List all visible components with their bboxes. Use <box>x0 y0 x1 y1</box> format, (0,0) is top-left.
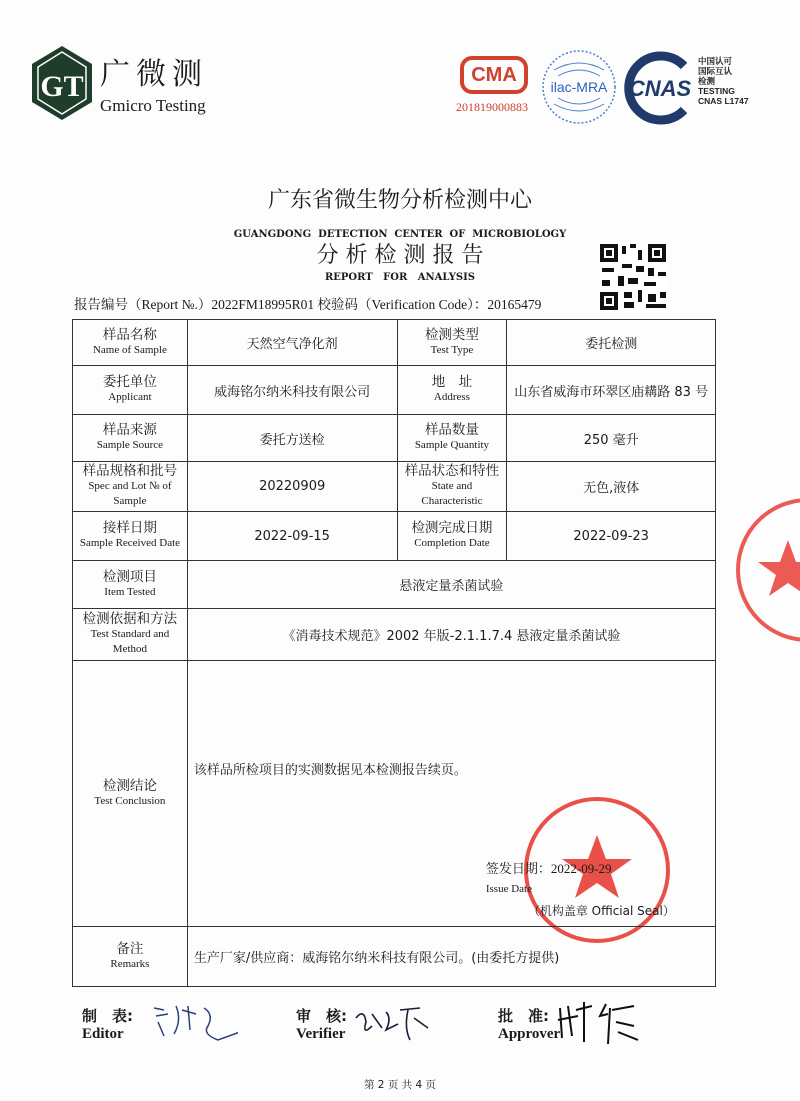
label-en: Item Tested <box>104 585 156 598</box>
official-seal-note: （机构盖章 Official Seal） <box>527 904 675 918</box>
logo-name-en: Gmicro Testing <box>100 96 206 115</box>
cma-logo-mark: CMA <box>460 56 528 94</box>
cnas-line: 检测 <box>698 76 716 86</box>
label-cn: 检测类型 <box>424 326 479 343</box>
partial-seal-icon <box>728 490 800 650</box>
field-value: 2022-09-15 <box>187 512 397 561</box>
verifier-signature-block <box>296 1005 347 1043</box>
label-cn: 备注 <box>116 940 144 957</box>
label-cn: 检测完成日期 <box>411 520 493 536</box>
page-number: 第 2 页 共 4 页 <box>363 1079 437 1091</box>
svg-text:GT: GT <box>40 70 84 103</box>
label-cn: 样品规格和批号 <box>82 463 178 479</box>
cma-number: 201819000883 <box>456 100 528 114</box>
editor-signature-block <box>82 1005 133 1043</box>
verifier-label-en: Verifier <box>296 1026 346 1042</box>
label-cn: 样品数量 <box>424 422 479 438</box>
field-value: 250 毫升 <box>507 415 716 462</box>
report-title-en: REPORT FOR ANALYSIS <box>324 272 476 283</box>
ilac-mra-logo-icon <box>540 48 618 126</box>
label-cn: 检测依据和方法 <box>82 611 178 627</box>
report-number-line: 报告编号（Report №.）2022FM18995R01 校验码（Verification Code）：20165479 <box>74 297 542 312</box>
field-value: 威海铭尔纳米科技有限公司 <box>187 366 397 415</box>
org-title-cn: 广东省微生物分析检测中心 <box>267 188 532 213</box>
conclusion-value: 该样品所检项目的实测数据见本检测报告续页。 <box>193 763 467 778</box>
editor-label-cn: 制 表: <box>82 1007 133 1025</box>
label-en: Sample Source <box>96 439 164 451</box>
remarks-value: 生产厂家/供应商：威海铭尔纳米科技有限公司。(由委托方提供) <box>187 927 715 987</box>
logo-name-cn: 广微测 <box>100 57 208 92</box>
label-en: Address <box>433 391 470 403</box>
svg-text:CNAS: CNAS <box>628 76 692 101</box>
label-en: Test Type <box>430 343 474 356</box>
table-row-standard <box>73 609 716 661</box>
issue-date-label: 签发日期： <box>485 862 551 877</box>
report-info-table <box>72 319 716 987</box>
label-cn: 委托单位 <box>102 374 157 390</box>
issue-date-label-en: Issue Date <box>485 883 532 895</box>
label-en: Test Standard and Method <box>90 628 170 655</box>
gmicro-logo-icon <box>30 44 94 122</box>
table-row <box>73 366 716 415</box>
cnas-line: 国际互认 <box>698 66 733 76</box>
label-cn: 接样日期 <box>102 520 157 536</box>
cnas-line: TESTING <box>698 86 735 96</box>
label-en: Test Conclusion <box>94 794 166 807</box>
field-value: 天然空气净化剂 <box>187 320 397 366</box>
table-row-conclusion <box>73 661 716 927</box>
label-en: Name of Sample <box>92 343 167 356</box>
label-en: Completion Date <box>414 537 490 549</box>
table-row-item-tested <box>73 561 716 609</box>
cnas-side-text <box>698 56 749 106</box>
editor-signature-icon <box>148 1000 238 1044</box>
svg-text:ilac-MRA: ilac-MRA <box>550 79 608 95</box>
label-en: State and Characteristic <box>421 480 483 507</box>
table-row <box>73 320 716 366</box>
label-cn: 样品状态和特性 <box>404 463 500 479</box>
label-en: Applicant <box>108 391 152 403</box>
approver-signature-block <box>498 1005 560 1043</box>
label-cn: 样品来源 <box>102 422 157 438</box>
label-en: Remarks <box>110 957 150 970</box>
label-cn: 检测结论 <box>102 777 157 794</box>
field-value: 无色,液体 <box>507 462 716 512</box>
approver-label-en: Approver <box>498 1026 561 1042</box>
label-en: Sample Quantity <box>414 439 490 451</box>
standard-value: 《消毒技术规范》2002 年版-2.1.1.7.4 悬液定量杀菌试验 <box>187 609 715 661</box>
approver-signature-icon <box>556 998 646 1046</box>
issue-date-value: 2022-09-29 <box>550 861 612 876</box>
field-value: 2022-09-23 <box>507 512 716 561</box>
item-tested-value: 悬液定量杀菌试验 <box>187 561 715 609</box>
table-row <box>73 512 716 561</box>
field-value: 20220909 <box>187 462 397 512</box>
field-value: 山东省威海市环翠区庙耩路 83 号 <box>507 366 716 415</box>
field-value: 委托方送检 <box>187 415 397 462</box>
label-en: Spec and Lot № of Sample <box>88 480 172 507</box>
table-row-remarks <box>73 927 716 987</box>
table-row <box>73 415 716 462</box>
editor-label-en: Editor <box>82 1026 124 1042</box>
label-cn: 样品名称 <box>102 326 157 343</box>
label-cn: 地 址 <box>431 374 473 390</box>
cnas-line: CNAS L1747 <box>698 96 749 106</box>
report-title-cn: 分 析 检 测 报 告 <box>316 243 484 268</box>
approver-label-cn: 批 准: <box>498 1007 549 1025</box>
verifier-signature-icon <box>352 1004 434 1044</box>
table-row <box>73 462 716 512</box>
cnas-logo-icon <box>622 48 696 128</box>
org-title-en: GUANGDONG DETECTION CENTER OF MICROBIOLOGY <box>233 229 567 240</box>
verifier-label-cn: 审 核: <box>296 1007 347 1025</box>
label-en: Sample Received Date <box>79 537 181 549</box>
cnas-line: 中国认可 <box>698 56 733 66</box>
field-value: 委托检测 <box>507 320 716 366</box>
qr-code-icon[interactable] <box>598 242 668 312</box>
label-cn: 检测项目 <box>102 568 157 585</box>
